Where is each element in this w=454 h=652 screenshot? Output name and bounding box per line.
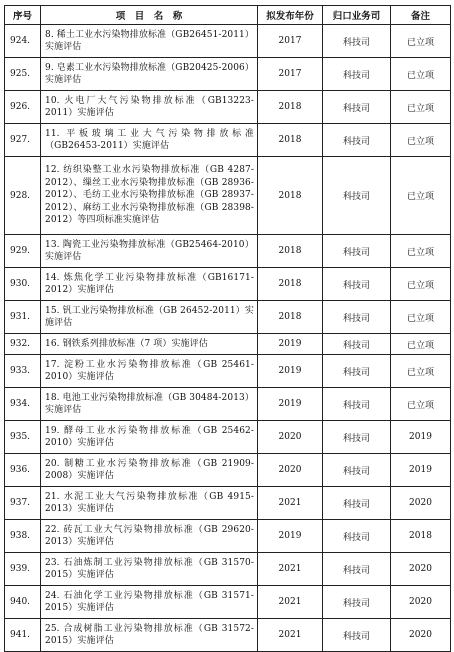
row-serial-number: 933. <box>5 355 41 388</box>
row-department: 科技司 <box>323 553 391 586</box>
table-row <box>5 553 451 586</box>
table-row <box>5 586 451 619</box>
row-serial-number: 941. <box>5 619 41 652</box>
row-department: 科技司 <box>323 388 391 421</box>
row-remarks: 2019 <box>391 454 451 487</box>
row-department: 科技司 <box>323 355 391 388</box>
row-department: 科技司 <box>323 58 391 91</box>
header-remarks: 备注 <box>391 6 451 25</box>
row-department: 科技司 <box>323 421 391 454</box>
row-project-name: 10. 火电厂大气污染物排放标准（GB13223-2011）实施评估 <box>41 91 258 124</box>
row-project-name: 11. 平板玻璃工业大气污染物排放标准（GB26453-2011）实施评估 <box>41 124 258 157</box>
table-header-row <box>5 6 451 25</box>
row-serial-number: 939. <box>5 553 41 586</box>
row-department: 科技司 <box>323 454 391 487</box>
row-project-name: 25. 合成树脂工业污染物排放标准（GB 31572-2015）实施评估 <box>41 619 258 652</box>
row-planned-year: 2017 <box>258 25 323 58</box>
row-remarks: 2020 <box>391 553 451 586</box>
row-project-name: 13. 陶瓷工业污染物排放标准（GB25464-2010）实施评估 <box>41 235 258 268</box>
row-planned-year: 2019 <box>258 520 323 553</box>
row-serial-number: 931. <box>5 301 41 334</box>
row-department: 科技司 <box>323 124 391 157</box>
header-planned-year: 拟发布年份 <box>258 6 323 25</box>
row-planned-year: 2021 <box>258 586 323 619</box>
table-row <box>5 619 451 652</box>
row-serial-number: 924. <box>5 25 41 58</box>
table-row <box>5 487 451 520</box>
row-department: 科技司 <box>323 235 391 268</box>
row-department: 科技司 <box>323 157 391 235</box>
standards-table <box>4 5 451 652</box>
row-remarks: 2020 <box>391 487 451 520</box>
row-department: 科技司 <box>323 487 391 520</box>
row-serial-number: 929. <box>5 235 41 268</box>
row-project-name: 17. 淀粉工业水污染物排放标准（GB 25461-2010）实施评估 <box>41 355 258 388</box>
row-planned-year: 2018 <box>258 235 323 268</box>
row-remarks: 已立项 <box>391 268 451 301</box>
row-project-name: 23. 石油炼制工业污染物排放标准（GB 31570-2015）实施评估 <box>41 553 258 586</box>
row-planned-year: 2021 <box>258 487 323 520</box>
row-remarks: 已立项 <box>391 25 451 58</box>
row-planned-year: 2017 <box>258 58 323 91</box>
row-remarks: 已立项 <box>391 334 451 355</box>
row-project-name: 19. 酵母工业水污染物排放标准（GB 25462-2010）实施评估 <box>41 421 258 454</box>
row-planned-year: 2018 <box>258 157 323 235</box>
row-project-name: 24. 石油化学工业污染物排放标准（GB 31571-2015）实施评估 <box>41 586 258 619</box>
table-row <box>5 58 451 91</box>
table-row <box>5 355 451 388</box>
row-remarks: 已立项 <box>391 157 451 235</box>
row-serial-number: 934. <box>5 388 41 421</box>
row-serial-number: 926. <box>5 91 41 124</box>
table-row <box>5 91 451 124</box>
table-row <box>5 235 451 268</box>
row-department: 科技司 <box>323 301 391 334</box>
row-remarks: 已立项 <box>391 124 451 157</box>
row-planned-year: 2019 <box>258 388 323 421</box>
row-serial-number: 936. <box>5 454 41 487</box>
row-project-name: 18. 电池工业污染物排放标准（GB 30484-2013）实施评估 <box>41 388 258 421</box>
row-department: 科技司 <box>323 334 391 355</box>
row-project-name: 15. 钒工业污染物排放标准（GB 26452-2011）实施评估 <box>41 301 258 334</box>
standards-table-container <box>4 5 450 652</box>
row-remarks: 2020 <box>391 586 451 619</box>
row-project-name: 21. 水泥工业大气污染物排放标准（GB 4915-2013）实施评估 <box>41 487 258 520</box>
row-planned-year: 2018 <box>258 124 323 157</box>
table-row <box>5 520 451 553</box>
row-serial-number: 932. <box>5 334 41 355</box>
row-project-name: 20. 制糖工业水污染物排放标准（GB 21909-2008）实施评估 <box>41 454 258 487</box>
row-planned-year: 2021 <box>258 553 323 586</box>
table-row <box>5 268 451 301</box>
table-row <box>5 301 451 334</box>
table-body <box>5 25 451 652</box>
table-row <box>5 124 451 157</box>
row-project-name: 14. 炼焦化学工业污染物排放标准（GB16171-2012）实施评估 <box>41 268 258 301</box>
row-planned-year: 2018 <box>258 268 323 301</box>
row-remarks: 2019 <box>391 421 451 454</box>
row-planned-year: 2018 <box>258 301 323 334</box>
row-department: 科技司 <box>323 619 391 652</box>
row-project-name: 9. 皂素工业水污染物排放标准（GB20425-2006）实施评估 <box>41 58 258 91</box>
table-row <box>5 421 451 454</box>
row-remarks: 已立项 <box>391 301 451 334</box>
row-serial-number: 928. <box>5 157 41 235</box>
row-remarks: 2018 <box>391 520 451 553</box>
table-row <box>5 25 451 58</box>
row-project-name: 12. 纺织染整工业水污染物排放标准（GB 4287-2012）、缫丝工业水污染物排放标准（GB 28936-2012）、毛纺工业水污染物排放标准（GB 28937-2012）、麻纺工业水污染物排放标准（GB 28398-2012）等四项标准实施评估 <box>41 157 258 235</box>
row-serial-number: 927. <box>5 124 41 157</box>
table-row <box>5 388 451 421</box>
row-planned-year: 2019 <box>258 334 323 355</box>
row-planned-year: 2018 <box>258 91 323 124</box>
row-serial-number: 925. <box>5 58 41 91</box>
row-project-name: 8. 稀土工业水污染物排放标准（GB26451-2011）实施评估 <box>41 25 258 58</box>
row-department: 科技司 <box>323 520 391 553</box>
row-department: 科技司 <box>323 586 391 619</box>
row-planned-year: 2021 <box>258 619 323 652</box>
row-planned-year: 2019 <box>258 355 323 388</box>
row-planned-year: 2020 <box>258 454 323 487</box>
row-remarks: 2020 <box>391 619 451 652</box>
table-row <box>5 157 451 235</box>
header-department: 归口业务司 <box>323 6 391 25</box>
row-department: 科技司 <box>323 91 391 124</box>
row-remarks: 已立项 <box>391 355 451 388</box>
row-remarks: 已立项 <box>391 235 451 268</box>
row-project-name: 16. 钢铁系列排放标准（7 项）实施评估 <box>41 334 258 355</box>
table-row <box>5 334 451 355</box>
row-serial-number: 938. <box>5 520 41 553</box>
row-serial-number: 940. <box>5 586 41 619</box>
row-remarks: 已立项 <box>391 91 451 124</box>
row-serial-number: 930. <box>5 268 41 301</box>
header-project-name: 项 目 名 称 <box>41 6 258 25</box>
row-remarks: 已立项 <box>391 58 451 91</box>
row-department: 科技司 <box>323 268 391 301</box>
table-row <box>5 454 451 487</box>
row-planned-year: 2020 <box>258 421 323 454</box>
row-serial-number: 937. <box>5 487 41 520</box>
row-department: 科技司 <box>323 25 391 58</box>
row-project-name: 22. 砖瓦工业大气污染物排放标准（GB 29620-2013）实施评估 <box>41 520 258 553</box>
row-remarks: 已立项 <box>391 388 451 421</box>
row-serial-number: 935. <box>5 421 41 454</box>
header-serial-number: 序号 <box>5 6 41 25</box>
